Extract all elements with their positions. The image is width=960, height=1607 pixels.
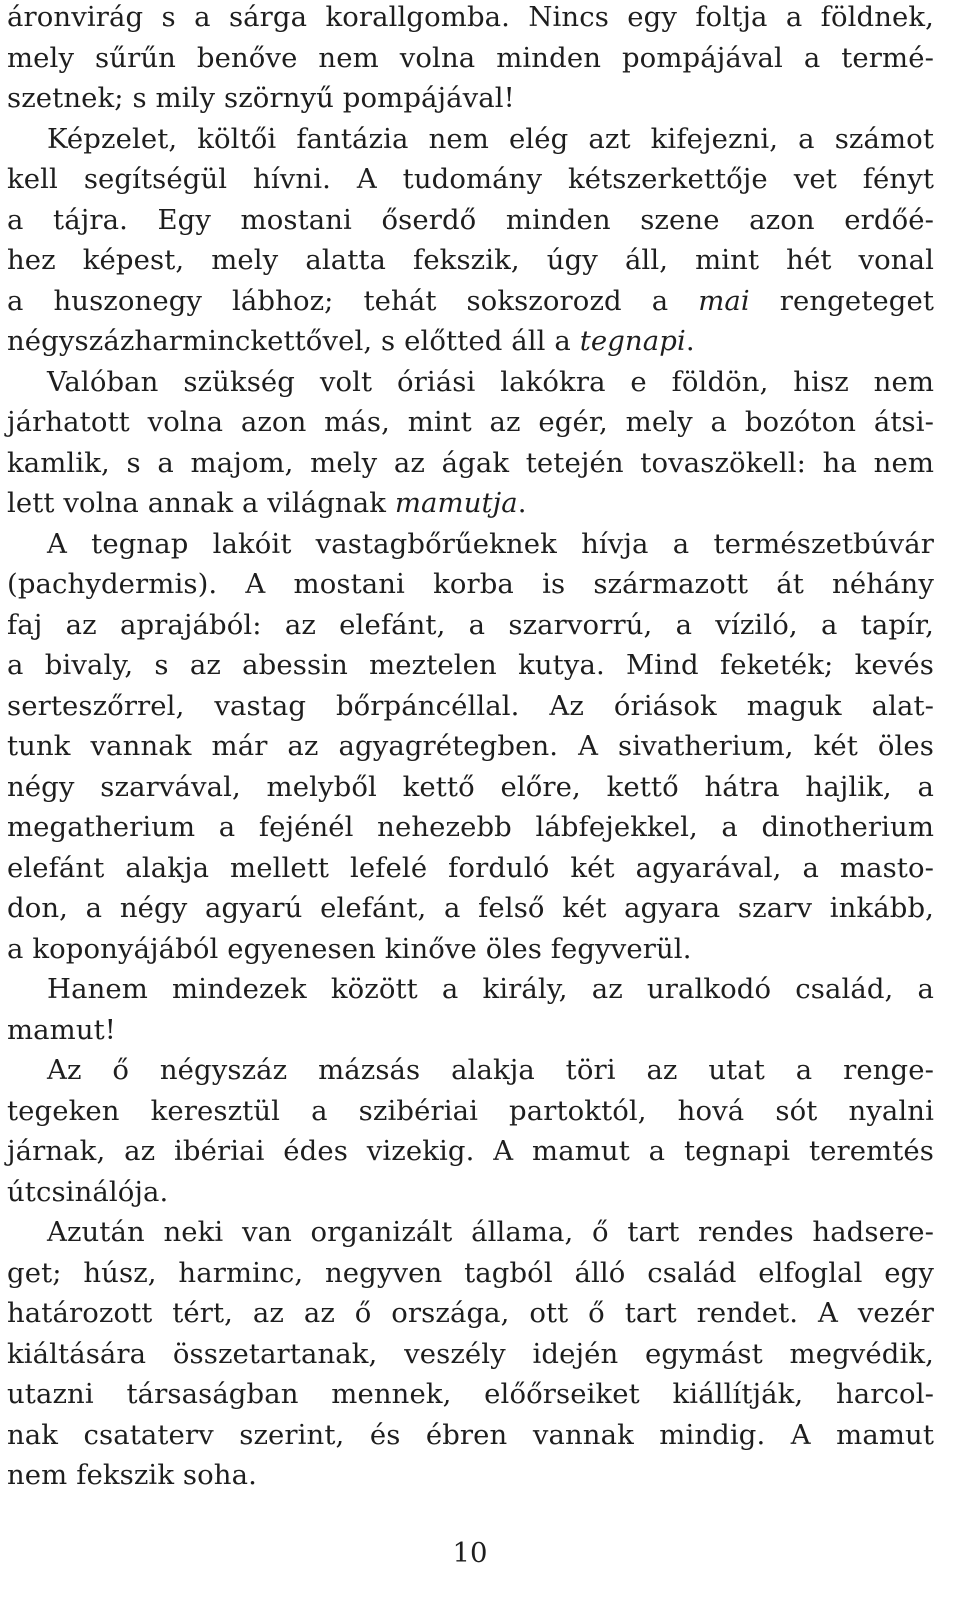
text-line	[7, 1050, 934, 1091]
line-text: tegeken keresztül a szibériai partoktól, hová sót nyalni	[7, 1094, 934, 1127]
line-text: serteszőrrel, vastag bőrpáncéllal. Az óriások maguk alat-	[7, 689, 934, 722]
text-line	[7, 929, 934, 970]
line-text: négyszázharminckettővel, s előtted áll a	[7, 325, 580, 357]
text-line	[7, 483, 934, 524]
line-text: (pachydermis). A mostani korba is származott át néhány	[7, 568, 934, 600]
text-line	[7, 807, 934, 848]
text-line	[7, 726, 934, 767]
line-text: don, a négy agyarú elefánt, a felső két agyara szarv inkább,	[7, 892, 934, 924]
line-text: áronvirág s a sárga korallgomba. Nincs egy foltja a földnek,	[7, 1, 934, 33]
line-text: kell segítségül hívni. A tudomány kétszerkettője vet fényt	[7, 163, 934, 195]
line-text: mamut!	[7, 1013, 116, 1046]
text-line	[7, 1010, 934, 1051]
line-text: kiáltására összetartanak, veszély idején egymást megvédik,	[7, 1337, 934, 1370]
line-text: a koponyájából egyenesen kinőve öles fegyverül.	[7, 932, 692, 965]
text-line	[7, 1334, 934, 1375]
line-text: a tájra. Egy mostani őserdő minden szene azon erdőé-	[7, 203, 934, 236]
line-text: tunk vannak már az agyagrétegben. A sivatherium, két öles	[7, 730, 934, 762]
line-text: utazni társaságban mennek, előőrseiket kiállítják, harcol-	[7, 1378, 934, 1410]
text-line	[7, 1374, 934, 1415]
line-text: get; húsz, harminc, negyven tagból álló család elfoglal egy	[7, 1256, 934, 1289]
text-line	[7, 969, 934, 1010]
text-line	[7, 119, 934, 160]
page-number: 10	[452, 1537, 488, 1569]
text-line	[7, 645, 934, 686]
text-line	[7, 686, 934, 727]
line-text: mely sűrűn benőve nem volna minden pompájával a termé-	[7, 41, 934, 74]
line-text: lett volna annak a világnak	[7, 487, 395, 519]
italic-word: mai	[698, 284, 750, 317]
line-text: .	[685, 325, 695, 357]
line-text: határozott tért, az az ő országa, ott ő tart rendet. A vezér	[7, 1297, 934, 1329]
text-line	[7, 240, 934, 281]
text-line	[7, 1212, 934, 1253]
text-line	[7, 38, 934, 79]
page-body-text	[7, 0, 934, 1496]
line-text: Azután neki van organizált állama, ő tart rendes hadsere-	[47, 1216, 934, 1248]
text-line	[7, 1131, 934, 1172]
text-line	[7, 1415, 934, 1456]
text-line	[7, 159, 934, 200]
line-text: járhatott volna azon más, mint az egér, mely a bozóton átsi-	[7, 406, 934, 438]
text-line	[7, 78, 934, 119]
line-text: járnak, az ibériai édes vizekig. A mamut a tegnapi teremtés	[7, 1135, 934, 1167]
text-line	[7, 524, 934, 565]
line-text: A tegnap lakóit vastagbőrűeknek hívja a természetbúvár	[47, 527, 934, 560]
line-text: rengeteget	[749, 284, 934, 317]
text-line	[7, 605, 934, 646]
italic-word: mamutja	[394, 487, 518, 519]
text-line	[7, 362, 934, 403]
line-text: elefánt alakja mellett lefelé forduló két agyarával, a masto-	[7, 851, 934, 884]
text-line	[7, 281, 934, 322]
text-line	[7, 848, 934, 889]
line-text: szetnek; s mily szörnyű pompájával!	[7, 82, 515, 114]
text-line	[7, 1293, 934, 1334]
line-text: a huszonegy lábhoz; tehát sokszorozd a	[7, 284, 699, 317]
text-line	[7, 1172, 934, 1213]
line-text: Az ő négyszáz mázsás alakja töri az utat a renge-	[47, 1054, 934, 1086]
line-text: a bivaly, s az abessin meztelen kutya. Mind feketék; kevés	[7, 649, 934, 681]
text-line	[7, 564, 934, 605]
line-text: útcsinálója.	[7, 1175, 169, 1208]
line-text: Hanem mindezek között a király, az uralkodó család, a	[47, 973, 934, 1005]
line-text: faj az aprajából: az elefánt, a szarvorrú, a víziló, a tapír,	[7, 608, 934, 641]
text-line	[7, 0, 934, 38]
line-text: Képzelet, költői fantázia nem elég azt kifejezni, a számot	[47, 122, 934, 155]
italic-word: tegnapi	[579, 325, 686, 357]
text-line	[7, 402, 934, 443]
text-line	[7, 200, 934, 241]
line-text: kamlik, s a majom, mely az ágak tetején tovaszökell: ha nem	[7, 446, 934, 479]
text-line	[7, 1455, 934, 1496]
line-text: nak csataterv szerint, és ébren vannak mindig. A mamut	[7, 1418, 934, 1451]
text-line	[7, 1253, 934, 1294]
line-text: négy szarvával, melyből kettő előre, kettő hátra hajlik, a	[7, 770, 934, 803]
text-line	[7, 321, 934, 362]
text-line	[7, 888, 934, 929]
line-text: megatherium a fejénél nehezebb lábfejekkel, a dinotherium	[7, 811, 934, 843]
text-line	[7, 767, 934, 808]
line-text: hez képest, mely alatta fekszik, úgy áll, mint hét vonal	[7, 244, 934, 276]
text-line	[7, 1091, 934, 1132]
line-text: nem fekszik soha.	[7, 1459, 257, 1491]
text-line	[7, 443, 934, 484]
line-text: .	[517, 487, 527, 519]
line-text: Valóban szükség volt óriási lakókra e földön, hisz nem	[47, 365, 934, 398]
